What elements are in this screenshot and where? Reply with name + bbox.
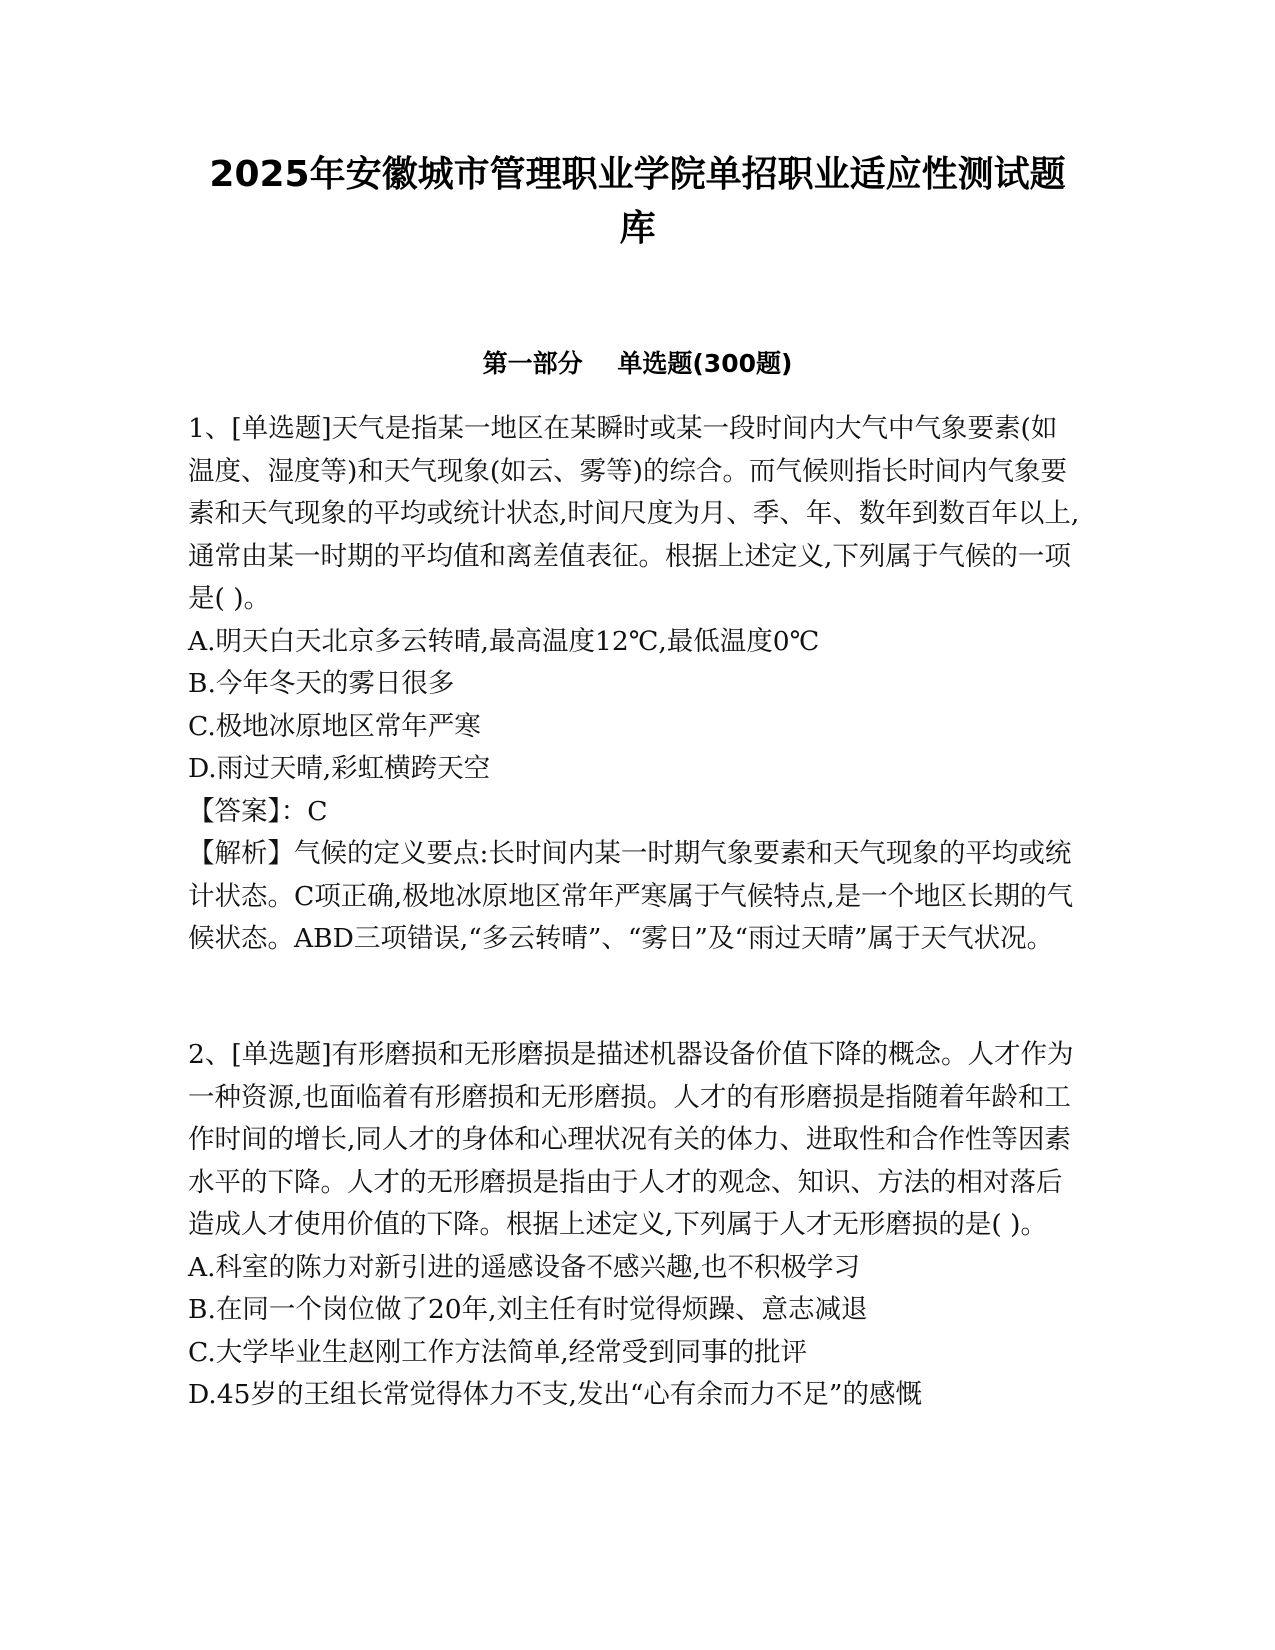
- option-c: C.极地冰原地区常年严寒: [188, 710, 481, 742]
- option-c: C.大学毕业生赵刚工作方法简单,经常受到同事的批评: [188, 1336, 808, 1368]
- option-a: A.科室的陈力对新引进的遥感设备不感兴趣,也不积极学习: [188, 1251, 860, 1283]
- analysis: 【解析】气候的定义要点:长时间内某一时期气象要素和天气现象的平均或统计状态。C项正确,极地冰原地区常年严寒属于气候特点,是一个地区长期的气候状态。ABD三项错误,“多云转晴”、“雾日”及“雨过天晴”属于天气状况。: [188, 838, 1074, 954]
- section-title: 第一部分 单选题(300题): [482, 349, 793, 378]
- option-d: D.45岁的王组长常觉得体力不支,发出“心有余而力不足”的感慨: [188, 1379, 922, 1410]
- document-title-line-2: 库: [619, 208, 656, 249]
- option-a: A.明天白天北京多云转晴,最高温度12℃,最低温度0℃: [188, 625, 820, 657]
- document-title-line-1: 2025年安徽城市管理职业学院单招职业适应性测试题: [209, 154, 1066, 195]
- option-b: B.在同一个岗位做了20年,刘主任有时觉得烦躁、意志减退: [188, 1294, 868, 1325]
- question-stem: 2、[单选题]有形磨损和无形磨损是描述机器设备价值下降的概念。人才作为一种资源,也面临着有形磨损和无形磨损。人才的有形磨损是指随着年龄和工作时间的增长,同人才的身体和心理状况有关的体力、进取性和合作性等因素水平的下降。人才的无形磨损是指由于人才的观念、知识、方法的相对落后造成人才使用价值的下降。根据上述定义,下列属于人才无形磨损的是( )。: [188, 1039, 1074, 1240]
- option-b: B.今年冬天的雾日很多: [188, 668, 455, 699]
- question-stem: 1、[单选题]天气是指某一地区在某瞬时或某一段时间内大气中气象要素(如温度、湿度等)和天气现象(如云、雾等)的综合。而气候则指长时间内气象要素和天气现象的平均或统计状态,时间尺度为月、季、年、数年到数百年以上,通常由某一时期的平均值和离差值表征。根据上述定义,下列属于气候的一项是( )。: [188, 413, 1080, 614]
- question-2: [188, 1034, 1083, 1417]
- answer: 【答案】：C: [188, 795, 328, 827]
- question-1: [188, 408, 1083, 961]
- document-title: [180, 148, 1095, 256]
- option-d: D.雨过天晴,彩虹横跨天空: [188, 753, 491, 784]
